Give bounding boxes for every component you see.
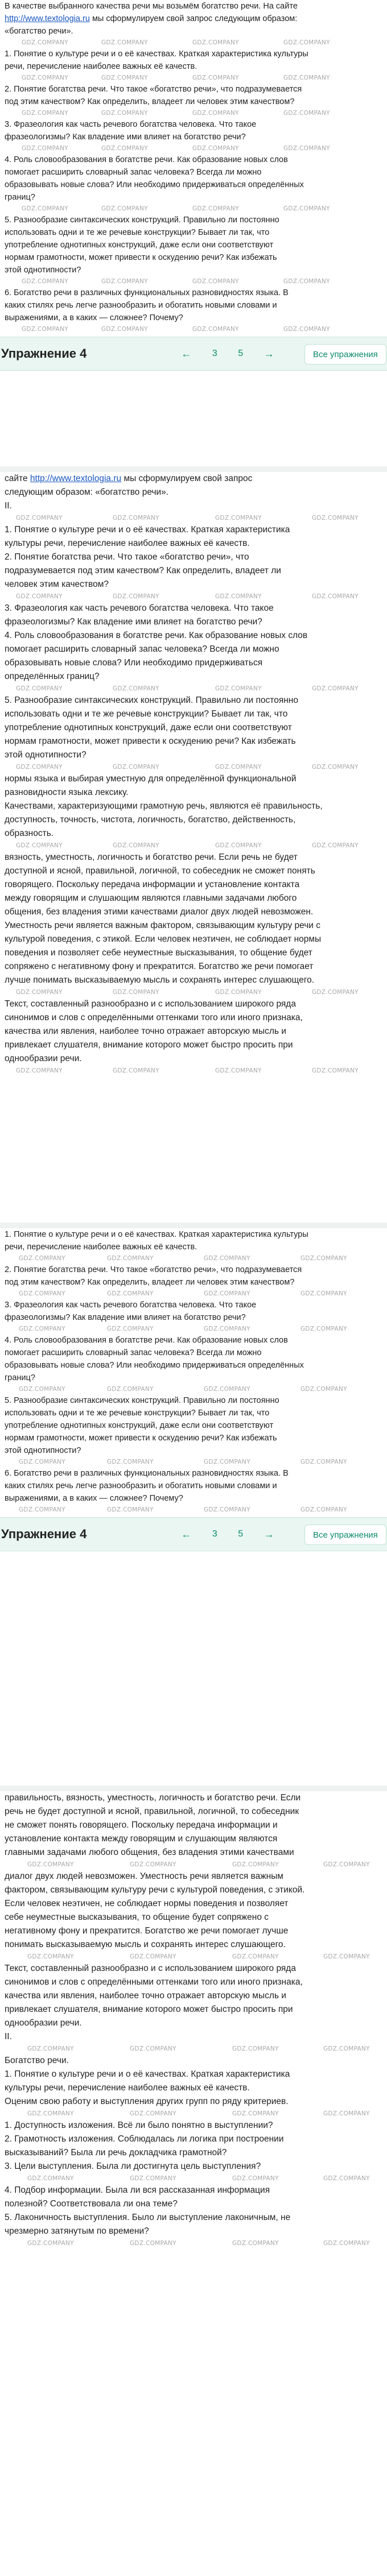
screenshot-fragment-2 — [0, 472, 387, 1223]
watermark: GDZ.COMPANY — [27, 1953, 74, 1960]
text-line: сайте http://www.textologia.ru мы сформулируем свой запрос — [5, 474, 253, 483]
watermark: GDZ.COMPANY — [312, 842, 359, 849]
watermark: GDZ.COMPANY — [113, 593, 159, 600]
watermark: GDZ.COMPANY — [130, 2240, 176, 2247]
text-line: 1. Доступность изложения. Всё ли было понятно в выступлении? — [5, 2121, 273, 2130]
watermark: GDZ.COMPANY — [107, 1459, 154, 1465]
text-line: 4. Роль словообразования в богатстве речи. Как образование новых слов — [5, 155, 288, 164]
text-block-2 — [0, 472, 387, 1076]
text-line: В качестве выбранного качества речи мы возьмём богатство речи. На сайте — [5, 2, 298, 11]
text-line: определённых границ? — [5, 672, 100, 681]
text-line: культурой поведения, с этикой. Если человек неэтичен, не соблюдает нормы — [5, 934, 322, 944]
watermark: GDZ.COMPANY — [215, 593, 262, 600]
text-line: 3. Цели выступления. Была ли достигнута цель выступления? — [5, 2161, 261, 2171]
watermark: GDZ.COMPANY — [232, 1953, 279, 1960]
text-line: Уместность речи является важным фактором, связывающим культуру речи с — [5, 921, 321, 930]
text-line: однообразии речи. — [5, 2018, 82, 2028]
watermark: GDZ.COMPANY — [215, 1067, 262, 1074]
watermark: GDZ.COMPANY — [22, 74, 68, 81]
watermark-row — [5, 840, 382, 851]
text-line: полезной? Соответствовала ли она теме? — [5, 2199, 178, 2209]
text-line: 1. Понятие о культуре речи и о её качествах. Краткая характеристика — [5, 525, 290, 535]
text-line: 6. Богатство речи в различных функциональных разновидностях языка. В — [5, 288, 289, 297]
watermark: GDZ.COMPANY — [130, 2045, 176, 2052]
screenshot-fragment-3 — [0, 1228, 387, 1786]
watermark: GDZ.COMPANY — [22, 39, 68, 46]
text-line: помогает расширить словарный запас человека? Всегда ли можно — [5, 168, 262, 177]
watermark-row — [5, 1066, 382, 1076]
text-line: выражениями, а в каких — сложнее? Почему? — [5, 313, 183, 322]
watermark: GDZ.COMPANY — [192, 74, 239, 81]
exercise-title: Упражнение 4 — [1, 346, 87, 361]
watermark-row — [5, 2109, 382, 2119]
text-line: общения, без владения этими качествами диалог двух людей невозможен. — [5, 907, 314, 917]
divider — [0, 1786, 387, 1791]
watermark: GDZ.COMPANY — [312, 764, 359, 771]
text-line: «богатство речи». — [5, 27, 73, 36]
watermark: GDZ.COMPANY — [101, 326, 148, 333]
arrow-left-icon[interactable]: ← — [181, 1528, 192, 1540]
watermark: GDZ.COMPANY — [215, 989, 262, 996]
text-line: Богатство речи. — [5, 2056, 69, 2065]
text-line: каких стилях речь легче разнообразить и обогатить новыми словами и — [5, 301, 277, 310]
watermark: GDZ.COMPANY — [19, 1290, 65, 1297]
text-line: под этим качеством? Как определить, владеет ли человек этим качеством? — [5, 97, 295, 106]
text-line: помогает расширить словарный запас человека? Всегда ли можно — [5, 644, 279, 654]
text-line: лучше понимать высказываемую мысль и сохранять интерес слушающего. — [5, 975, 315, 985]
textologia-link[interactable]: http://www.textologia.ru — [5, 14, 90, 23]
text-line: качества или явления, наиболее точно отражает авторскую мысль и — [5, 1026, 286, 1036]
watermark-row — [5, 762, 382, 772]
text-line: говорящего. Поскольку передача информации и установление контакта — [5, 880, 300, 889]
watermark: GDZ.COMPANY — [312, 1067, 359, 1074]
text-line: фактором, связывающим культуру речи с культурой поведения, с этикой. — [5, 1885, 305, 1895]
watermark: GDZ.COMPANY — [192, 110, 239, 117]
watermark: GDZ.COMPANY — [232, 1861, 279, 1868]
watermark: GDZ.COMPANY — [101, 74, 148, 81]
prev-exercise-link[interactable]: 3 — [212, 1529, 217, 1539]
watermark: GDZ.COMPANY — [283, 205, 330, 212]
text-line: негативному фону и прекратится. Богатство же речи помогает лучше — [5, 1926, 289, 1936]
text-line: использовать одни и те же речевые конструкции? Бывает ли так, что — [5, 228, 270, 237]
watermark: GDZ.COMPANY — [27, 2110, 74, 2117]
all-exercises-button[interactable]: Все упражнения — [304, 344, 386, 365]
text-line: этой однотипности? — [5, 266, 81, 275]
watermark: GDZ.COMPANY — [130, 2110, 176, 2117]
text-line: разновидности языка лексику. — [5, 788, 129, 797]
watermark: GDZ.COMPANY — [19, 1386, 65, 1393]
watermark: GDZ.COMPANY — [107, 1506, 154, 1513]
watermark: GDZ.COMPANY — [16, 685, 63, 692]
watermark-row — [5, 204, 382, 214]
watermark: GDZ.COMPANY — [192, 39, 239, 46]
watermark: GDZ.COMPANY — [27, 1861, 74, 1868]
watermark-row — [5, 1859, 382, 1870]
watermark: GDZ.COMPANY — [16, 989, 63, 996]
watermark: GDZ.COMPANY — [101, 110, 148, 117]
text-line: понимать высказываемую мысль и сохранять интерес слушающего. — [5, 1940, 286, 1949]
text-line: использовать одни и те же речевые конструкции? Бывает ли так, что — [5, 1409, 270, 1418]
exercise-pager — [0, 1517, 387, 1551]
watermark: GDZ.COMPANY — [22, 145, 68, 152]
text-line: доступной и ясной, правильной, логичной, то собеседник не сможет понять — [5, 866, 315, 876]
text-line: себе неуместные высказывания, то общение будет сопряжено с — [5, 1912, 269, 1922]
text-line: 2. Понятие богатства речи. Что такое «богатство речи», что подразумевается — [5, 85, 302, 94]
screenshot-fragment-4 — [0, 1791, 387, 2576]
watermark: GDZ.COMPANY — [113, 989, 159, 996]
exercise-title: Упражнение 4 — [1, 1527, 87, 1541]
text-line: однообразии речи. — [5, 1054, 82, 1063]
arrow-right-icon[interactable]: → — [264, 1528, 274, 1540]
watermark: GDZ.COMPANY — [113, 764, 159, 771]
watermark: GDZ.COMPANY — [323, 2175, 370, 2182]
text-line: между говорящим и слушающим являются главными задачами любого — [5, 893, 297, 903]
watermark-row — [5, 1457, 382, 1467]
text-line: речь не будет доступной и ясной, правильной, логичной, то собеседник — [5, 1807, 299, 1816]
text-line: не сможет понять говорящего. Поскольку передача информации и — [5, 1820, 278, 1830]
text-line: 1. Понятие о культуре речи и о её качествах. Краткая характеристика — [5, 2069, 290, 2079]
watermark-row — [5, 987, 382, 997]
watermark: GDZ.COMPANY — [113, 685, 159, 692]
all-exercises-button[interactable]: Все упражнения — [304, 1525, 386, 1545]
watermark: GDZ.COMPANY — [300, 1459, 347, 1465]
watermark-row — [5, 276, 382, 287]
watermark: GDZ.COMPANY — [312, 989, 359, 996]
text-line: сопряжено с негативному фону и прекратится. Богатство же речи помогает — [5, 962, 314, 971]
watermark: GDZ.COMPANY — [204, 1255, 250, 1262]
text-line: нормам грамотности, может привести к оскудению речи? Как избежать — [5, 1434, 277, 1443]
watermark-row — [5, 108, 382, 118]
text-line: http://www.textologia.ru мы сформулируем свой запрос следующим образом: — [5, 14, 298, 23]
watermark: GDZ.COMPANY — [323, 2045, 370, 2052]
divider — [0, 466, 387, 472]
text-line: правильность, вязность, уместность, логичность и богатство речи. Если — [5, 1793, 301, 1803]
watermark-row — [5, 324, 382, 334]
watermark-row — [5, 2173, 382, 2184]
text-line: фразеологизмы? Как владение ими влияет на богатство речи? — [5, 1313, 246, 1322]
text-line: главными задачами любого общения, без владения этими качествами — [5, 1848, 294, 1857]
watermark: GDZ.COMPANY — [204, 1459, 250, 1465]
watermark: GDZ.COMPANY — [283, 326, 330, 333]
watermark: GDZ.COMPANY — [300, 1290, 347, 1297]
watermark: GDZ.COMPANY — [283, 74, 330, 81]
text-line: 1. Понятие о культуре речи и о её качествах. Краткая характеристика культуры — [5, 1230, 308, 1239]
text-line: синонимов и слов с определёнными оттенками того или иного признака, — [5, 1977, 303, 1987]
text-line: чрезмерно затянутым по времени? — [5, 2226, 149, 2236]
text-line: подразумевается под этим качеством? Как определить, владеет ли — [5, 566, 281, 575]
watermark-row — [5, 73, 382, 83]
text-line: II. — [5, 2032, 12, 2041]
next-exercise-link[interactable]: 5 — [238, 1529, 244, 1539]
text-line: фразеологизмы? Как владение ими влияет на богатство речи? — [5, 617, 262, 627]
text-line: диалог двух людей невозможен. Уместность речи является важным — [5, 1871, 283, 1881]
text-line: 3. Фразеология как часть речевого богатства человека. Что такое — [5, 120, 257, 129]
text-line: Текст, составленный разнообразно и с использованием широкого ряда — [5, 1964, 296, 1973]
text-line: Качествами, характеризующими грамотную речь, являются её правильность, — [5, 801, 323, 811]
watermark-row — [5, 2238, 382, 2248]
watermark: GDZ.COMPANY — [16, 764, 63, 771]
text-line: этой однотипности? — [5, 750, 87, 760]
text-line: под этим качеством? Как определить, владеет ли человек этим качеством? — [5, 1278, 295, 1287]
text-line: 1. Понятие о культуре речи и о её качествах. Краткая характеристика культуры — [5, 49, 308, 59]
text-line: использовать одни и те же речевые конструкции? Бывает ли так, что — [5, 709, 288, 719]
text-line: II. — [5, 501, 12, 511]
text-line: качества или явления, наиболее точно отражает авторскую мысль и — [5, 1991, 286, 2001]
text-line: Если человек неэтичен, не соблюдает нормы поведения и позволяет — [5, 1899, 289, 1908]
watermark: GDZ.COMPANY — [300, 1506, 347, 1513]
watermark: GDZ.COMPANY — [323, 1953, 370, 1960]
watermark: GDZ.COMPANY — [192, 278, 239, 285]
text-block-1 — [0, 0, 387, 334]
watermark: GDZ.COMPANY — [215, 685, 262, 692]
text-line: помогает расширить словарный запас человека? Всегда ли можно — [5, 1348, 262, 1357]
watermark: GDZ.COMPANY — [232, 2240, 279, 2247]
watermark: GDZ.COMPANY — [323, 2110, 370, 2117]
text-block-4 — [0, 1791, 387, 2248]
watermark: GDZ.COMPANY — [19, 1326, 65, 1332]
text-line: образовывать новые слова? Или необходимо придерживаться определённых — [5, 1361, 304, 1370]
watermark: GDZ.COMPANY — [204, 1386, 250, 1393]
text-line: границ? — [5, 193, 35, 202]
text-line: привлекает слушателя, внимание которого может быстро просить при — [5, 2005, 293, 2014]
watermark: GDZ.COMPANY — [19, 1459, 65, 1465]
watermark: GDZ.COMPANY — [101, 145, 148, 152]
next-exercise-link[interactable]: 5 — [238, 349, 244, 358]
text-line: следующим образом: «богатство речи». — [5, 487, 169, 497]
text-block-3 — [0, 1228, 387, 1515]
watermark: GDZ.COMPANY — [283, 110, 330, 117]
watermark: GDZ.COMPANY — [300, 1326, 347, 1332]
watermark: GDZ.COMPANY — [22, 326, 68, 333]
watermark: GDZ.COMPANY — [19, 1506, 65, 1513]
arrow-right-icon[interactable]: → — [264, 347, 274, 359]
watermark: GDZ.COMPANY — [22, 110, 68, 117]
text-line: выражениями, а в каких — сложнее? Почему? — [5, 1494, 183, 1503]
watermark: GDZ.COMPANY — [215, 515, 262, 521]
watermark-row — [5, 1324, 382, 1334]
watermark: GDZ.COMPANY — [232, 2110, 279, 2117]
text-line: привлекает слушателя, внимание которого может быстро просить при — [5, 1040, 293, 1050]
text-line: 5. Разнообразие синтаксических конструкций. Правильно ли постоянно — [5, 1396, 279, 1405]
text-line: вязность, уместность, логичность и богатство речи. Если речь не будет — [5, 852, 298, 862]
screenshot-fragment-1 — [0, 0, 387, 466]
watermark-row — [5, 684, 382, 694]
watermark: GDZ.COMPANY — [107, 1290, 154, 1297]
watermark: GDZ.COMPANY — [192, 326, 239, 333]
watermark-row — [5, 2044, 382, 2054]
pager-nav — [171, 345, 285, 362]
text-line: этой однотипности? — [5, 1446, 81, 1455]
watermark: GDZ.COMPANY — [192, 145, 239, 152]
text-line: синонимов и слов с определёнными оттенками того или иного признака, — [5, 1013, 303, 1022]
watermark: GDZ.COMPANY — [130, 1861, 176, 1868]
watermark: GDZ.COMPANY — [107, 1326, 154, 1332]
watermark: GDZ.COMPANY — [215, 842, 262, 849]
text-line: 5. Разнообразие синтаксических конструкций. Правильно ли постоянно — [5, 695, 298, 705]
watermark: GDZ.COMPANY — [113, 515, 159, 521]
text-line: употребление однотипных конструкций, даже если они соответствуют — [5, 241, 274, 250]
text-line: образность. — [5, 829, 54, 838]
text-line: 5. Лаконичность выступления. Было ли выступление лаконичным, не — [5, 2213, 291, 2222]
watermark: GDZ.COMPANY — [204, 1506, 250, 1513]
watermark: GDZ.COMPANY — [130, 1953, 176, 1960]
text-line: нормам грамотности, может привести к оскудению речи? Как избежать — [5, 253, 277, 262]
watermark: GDZ.COMPANY — [19, 1255, 65, 1262]
text-line: 4. Подбор информации. Была ли вся рассказанная информация — [5, 2185, 270, 2195]
watermark: GDZ.COMPANY — [101, 205, 148, 212]
watermark: GDZ.COMPANY — [101, 39, 148, 46]
text-line: 2. Грамотность изложения. Соблюдалась ли логика при построении — [5, 2134, 284, 2144]
watermark-row — [5, 1952, 382, 1962]
watermark: GDZ.COMPANY — [300, 1255, 347, 1262]
watermark-row — [5, 513, 382, 523]
text-line: границ? — [5, 1373, 35, 1382]
watermark: GDZ.COMPANY — [16, 593, 63, 600]
watermark: GDZ.COMPANY — [101, 278, 148, 285]
text-line: каких стилях речь легче разнообразить и обогатить новыми словами и — [5, 1481, 277, 1490]
text-line: доступность, точность, чистота, логичность, богатство, действенность, — [5, 815, 296, 825]
watermark-row — [5, 1289, 382, 1299]
text-line: фразеологизмы? Как владение ими влияет на богатство речи? — [5, 132, 246, 142]
text-line: человек этим качеством? — [5, 579, 109, 589]
text-line: употребление однотипных конструкций, даже если они соответствуют — [5, 723, 292, 732]
text-line: Оценим свою работу и выступления других групп по ряду критериев. — [5, 2097, 289, 2106]
arrow-left-icon[interactable]: ← — [181, 347, 192, 359]
text-line: установление контакта между говорящим и слушающим являются — [5, 1834, 278, 1844]
watermark: GDZ.COMPANY — [27, 2045, 74, 2052]
text-line: употребление однотипных конструкций, даже если они соответствуют — [5, 1421, 274, 1430]
watermark: GDZ.COMPANY — [22, 278, 68, 285]
text-line: нормам грамотности, может привести к оскудению речи? Как избежать — [5, 736, 296, 746]
watermark: GDZ.COMPANY — [16, 515, 63, 521]
watermark: GDZ.COMPANY — [27, 2175, 74, 2182]
watermark: GDZ.COMPANY — [283, 278, 330, 285]
text-line: культуры речи, перечисление наиболее важных её качеств. — [5, 539, 250, 548]
watermark: GDZ.COMPANY — [130, 2175, 176, 2182]
watermark: GDZ.COMPANY — [113, 1067, 159, 1074]
text-line: 5. Разнообразие синтаксических конструкций. Правильно ли постоянно — [5, 216, 279, 225]
text-line: 2. Понятие богатства речи. Что такое «богатство речи», что — [5, 552, 249, 562]
text-line: 2. Понятие богатства речи. Что такое «богатство речи», что подразумевается — [5, 1265, 302, 1274]
watermark-row — [5, 143, 382, 154]
watermark-row — [5, 1384, 382, 1394]
text-line: речи, перечисление наиболее важных её качеств. — [5, 1243, 197, 1252]
watermark: GDZ.COMPANY — [312, 593, 359, 600]
text-line: нормы языка и выбирая уместную для определённой функциональной — [5, 774, 297, 784]
text-line: 6. Богатство речи в различных функциональных разновидностях языка. В — [5, 1469, 289, 1478]
text-line: образовывать новые слова? Или необходимо придерживаться — [5, 658, 263, 668]
text-line: речи, перечисление наиболее важных её качеств. — [5, 62, 197, 71]
text-line: 3. Фразеология как часть речевого богатства человека. Что такое — [5, 603, 274, 613]
watermark: GDZ.COMPANY — [107, 1255, 154, 1262]
watermark: GDZ.COMPANY — [312, 515, 359, 521]
watermark: GDZ.COMPANY — [215, 764, 262, 771]
watermark: GDZ.COMPANY — [232, 2175, 279, 2182]
text-line: 4. Роль словообразования в богатстве речи. Как образование новых слов — [5, 631, 308, 640]
watermark: GDZ.COMPANY — [192, 205, 239, 212]
watermark: GDZ.COMPANY — [283, 145, 330, 152]
textologia-link[interactable]: http://www.textologia.ru — [30, 474, 122, 483]
watermark: GDZ.COMPANY — [323, 2240, 370, 2247]
watermark: GDZ.COMPANY — [27, 2240, 74, 2247]
prev-exercise-link[interactable]: 3 — [212, 349, 217, 358]
watermark: GDZ.COMPANY — [16, 842, 63, 849]
text-line: образовывать новые слова? Или необходимо придерживаться определённых — [5, 180, 304, 189]
watermark-row — [5, 1253, 382, 1264]
watermark: GDZ.COMPANY — [323, 1861, 370, 1868]
watermark: GDZ.COMPANY — [107, 1386, 154, 1393]
text-line: Текст, составленный разнообразно и с использованием широкого ряда — [5, 999, 296, 1009]
watermark: GDZ.COMPANY — [16, 1067, 63, 1074]
watermark: GDZ.COMPANY — [204, 1290, 250, 1297]
watermark: GDZ.COMPANY — [300, 1386, 347, 1393]
divider — [0, 1223, 387, 1228]
watermark: GDZ.COMPANY — [312, 685, 359, 692]
text-line: 4. Роль словообразования в богатстве речи. Как образование новых слов — [5, 1336, 288, 1345]
text-line: высказываний? Была ли речь докладчика грамотной? — [5, 2148, 227, 2157]
watermark: GDZ.COMPANY — [113, 842, 159, 849]
watermark-row — [5, 1505, 382, 1515]
text-line: 3. Фразеология как часть речевого богатства человека. Что такое — [5, 1301, 257, 1310]
watermark: GDZ.COMPANY — [22, 205, 68, 212]
pager-nav — [171, 1526, 285, 1543]
exercise-pager — [0, 337, 387, 371]
watermark-row — [5, 38, 382, 48]
watermark: GDZ.COMPANY — [283, 39, 330, 46]
text-line: поведения и позволяет себе неуместные высказывания, то общение будет — [5, 948, 312, 958]
watermark-row — [5, 591, 382, 602]
text-line: культуры речи, перечисление наиболее важных её качеств. — [5, 2083, 250, 2093]
watermark: GDZ.COMPANY — [232, 2045, 279, 2052]
watermark: GDZ.COMPANY — [204, 1326, 250, 1332]
